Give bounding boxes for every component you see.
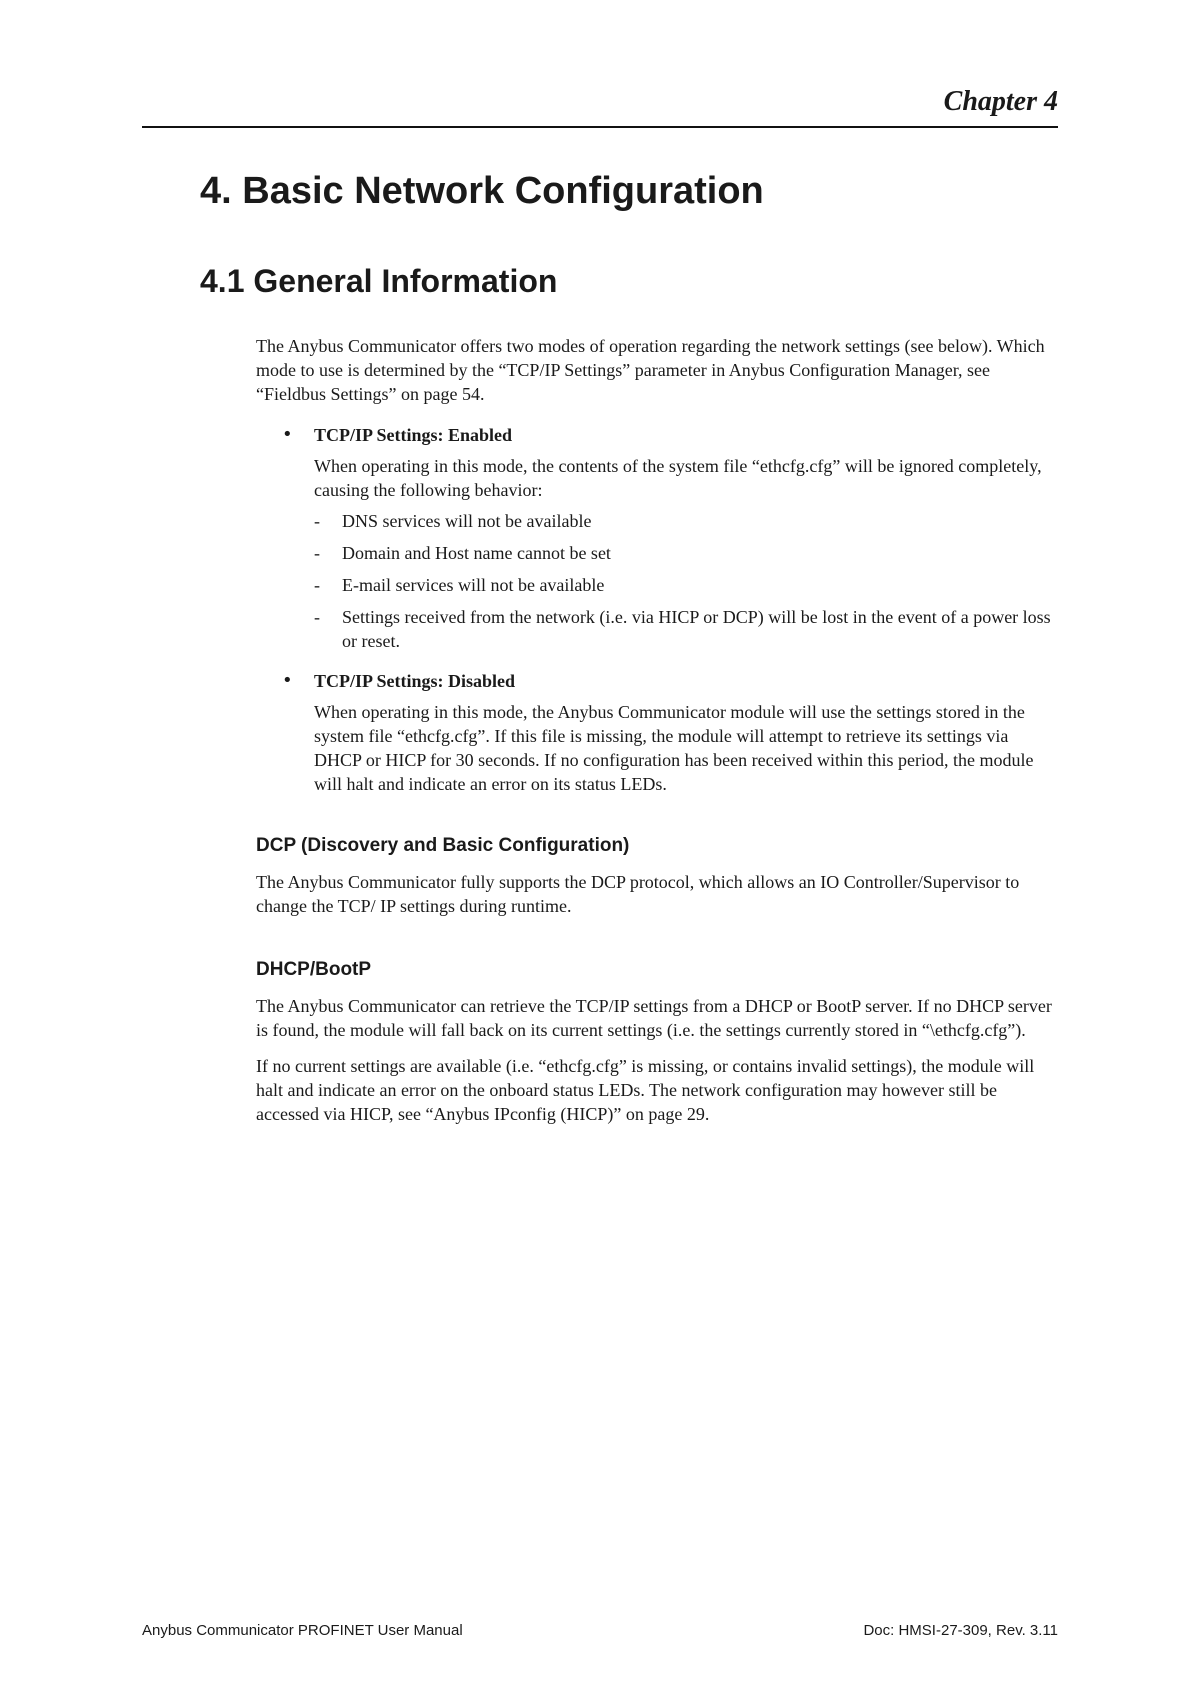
bullet-icon: • xyxy=(282,424,293,445)
intro-paragraph: The Anybus Communicator offers two modes of operation regarding the network settings (see below). Which mode to use is determined by the “TCP/IP Settings” parameter in Anybus Configuration Manager, see “Fieldbus Settings” on page 54. xyxy=(256,336,1045,404)
mode-disabled-text: When operating in this mode, the Anybus Communicator module will use the settings stored in the system file “ethcfg.cfg”. If this file is missing, the module will attempt to retrieve its settings via DHCP or HICP for 30 seconds. If no configuration has been received within this period, the module will halt and indicate an error on its status LEDs. xyxy=(314,702,1034,794)
section-title: 4.1 General Information xyxy=(200,263,558,299)
dash-icon: - xyxy=(314,575,320,595)
page-title: 4. Basic Network Configuration xyxy=(200,170,764,212)
dcp-paragraph: The Anybus Communicator fully supports the DCP protocol, which allows an IO Controller/Supervisor to change the TCP/ IP settings during runtime. xyxy=(256,872,1020,916)
chapter-label: Chapter 4 xyxy=(943,86,1058,117)
mode-enabled-title: TCP/IP Settings: Enabled xyxy=(314,425,513,445)
section-body xyxy=(256,334,1056,1126)
header-rule xyxy=(142,126,1058,128)
footer-doc-number: Doc: HMSI-27-309, Rev. 3.11 xyxy=(863,1622,1058,1639)
mode-enabled xyxy=(256,423,1056,653)
mode-disabled-title: TCP/IP Settings: Disabled xyxy=(314,671,516,691)
list-item: - E-mail services will not be available xyxy=(314,575,605,595)
behavior-list xyxy=(314,509,1056,653)
dcp-heading: DCP (Discovery and Basic Configuration) xyxy=(256,835,630,856)
dhcp-paragraph-1: The Anybus Communicator can retrieve the TCP/IP settings from a DHCP or BootP server. If no DHCP server is found, the module will fall back on its current settings (i.e. the settings currently stored in “\ethcfg.cfg”). xyxy=(256,996,1052,1040)
mode-enabled-text: When operating in this mode, the contents of the system file “ethcfg.cfg” will be ignored completely, causing the following behavior: xyxy=(314,456,1042,500)
dhcp-heading: DHCP/BootP xyxy=(256,959,372,980)
list-item: - Settings received from the network (i.e. via HICP or DCP) will be lost in the event of a power loss or reset. xyxy=(314,607,1051,651)
list-item: - Domain and Host name cannot be set xyxy=(314,543,611,563)
footer-manual-title: Anybus Communicator PROFINET User Manual xyxy=(142,1622,463,1639)
bullet-icon: • xyxy=(282,670,293,691)
mode-disabled xyxy=(256,669,1056,796)
dash-icon: - xyxy=(314,511,320,531)
list-item: - DNS services will not be available xyxy=(314,511,592,531)
dash-icon: - xyxy=(314,607,320,627)
dash-icon: - xyxy=(314,543,320,563)
dhcp-paragraph-2: If no current settings are available (i.e. “ethcfg.cfg” is missing, or contains invalid settings), the module will halt and indicate an error on the onboard status LEDs. The network configuration may however still be accessed via HICP, see “Anybus IPconfig (HICP)” on page 29. xyxy=(256,1056,1035,1124)
